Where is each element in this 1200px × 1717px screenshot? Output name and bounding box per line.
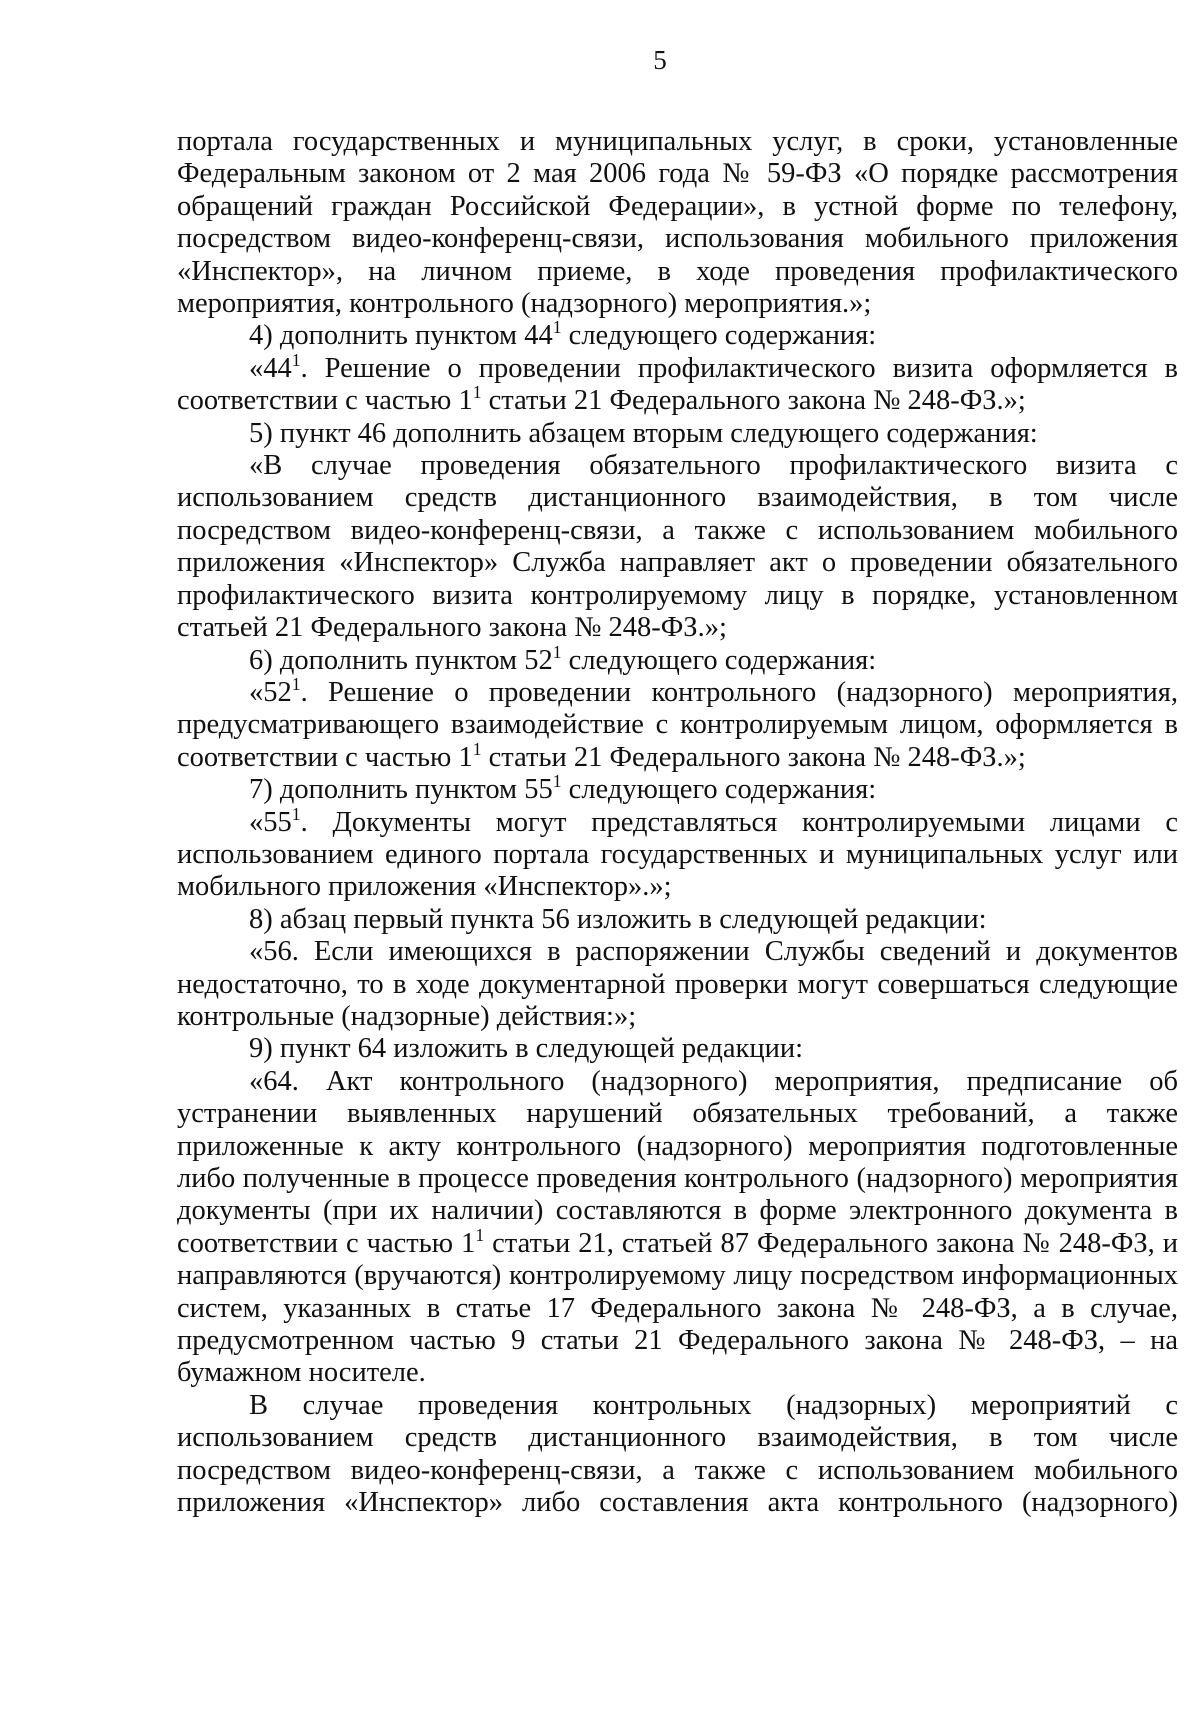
paragraph-point-44-1: «$44^1$. Решение о проведении профилактического визита оформляется в соответствии с частью $1^1$ статьи 21 Федерального закона № 248-ФЗ.»;	[177, 349, 1178, 417]
paragraph-item-6: 6) дополнить пунктом $52^1$ следующего содержания:	[249, 641, 877, 676]
paragraph-point-46-addition: «В случае проведения обязательного профилактического визита с использованием средств дистанционного взаимодействия, в том числе посредством видео-конференц-связи, а также с использованием мобильного приложения «Инспектор» Служба направляет акт о проведении обязательного профилактического визита контролируемому лицу в порядке, установленном статьей 21 Федерального закона № 248-ФЗ.»;	[177, 450, 1178, 644]
page-number: 5	[653, 45, 667, 75]
paragraph-remote-interaction: В случае проведения контрольных (надзорных) мероприятий с использованием средств дистанционного взаимодействия, в том числе посредством видео-конференц-связи, а также с использованием мобильного приложения «Инспектор» либо составления акта контрольного (надзорного)	[177, 1389, 1178, 1519]
paragraph-point-55-1: «$55^1$. Документы могут представляться контролируемыми лицами с использованием единого портала государственных и муниципальных услуг или мобильного приложения «Инспектор».»;	[177, 803, 1178, 903]
document-body	[177, 126, 1178, 1519]
paragraph-item-7: 7) дополнить пунктом $55^1$ следующего содержания:	[249, 771, 877, 806]
paragraph-point-56: «56. Если имеющихся в распоряжении Службы сведений и документов недостаточно, то в ходе документарной проверки могут совершаться следующие контрольные (надзорные) действия:»;	[177, 936, 1178, 1032]
paragraph-item-5: 5) пункт 46 дополнить абзацем вторым следующего содержания:	[249, 417, 1038, 449]
paragraph-item-9: 9) пункт 64 изложить в следующей редакции:	[249, 1033, 804, 1065]
paragraph-item-8: 8) абзац первый пункта 56 изложить в следующей редакции:	[249, 903, 987, 935]
paragraph-item-4: 4) дополнить пунктом $44^1$ следующего содержания:	[249, 317, 877, 352]
paragraph-point-64: «64. Акт контрольного (надзорного) мероприятия, предписание об устранении выявленных нарушений обязательных требований, а также приложенные к акту контрольного (надзорного) мероприятия подготовленные либо полученные в процессе проведения контрольного (надзорного) мероприятия документы (при их наличии) составляются в форме электронного документа в соответствии с частью $1^1$ статьи 21, статьей 87 Федерального закона № 248-ФЗ, и направляются (вручаются) контролируемому лицу посредством информационных систем, указанных в статье 17 Федерального закона № 248-ФЗ, а в случае, предусмотренном частью 9 статьи 21 Федерального закона № 248-ФЗ, – на бумажном носителе.	[177, 1065, 1178, 1389]
paragraph-point-52-1: «$52^1$. Решение о проведении контрольного (надзорного) мероприятия, предусматривающего взаимодействие с контролируемым лицом, оформляется в соответствии с частью $1^1$ статьи 21 Федерального закона № 248-ФЗ.»;	[177, 673, 1178, 773]
paragraph-portal-continuation: портала государственных и муниципальных услуг, в сроки, установленные Федеральным законом от 2 мая 2006 года № 59-ФЗ «О порядке рассмотрения обращений граждан Российской Федерации», в устной форме по телефону, посредством видео-конференц-связи, использования мобильного приложения «Инспектор», на личном приеме, в ходе проведения профилактического мероприятия, контрольного (надзорного) мероприятия.»;	[177, 126, 1178, 320]
